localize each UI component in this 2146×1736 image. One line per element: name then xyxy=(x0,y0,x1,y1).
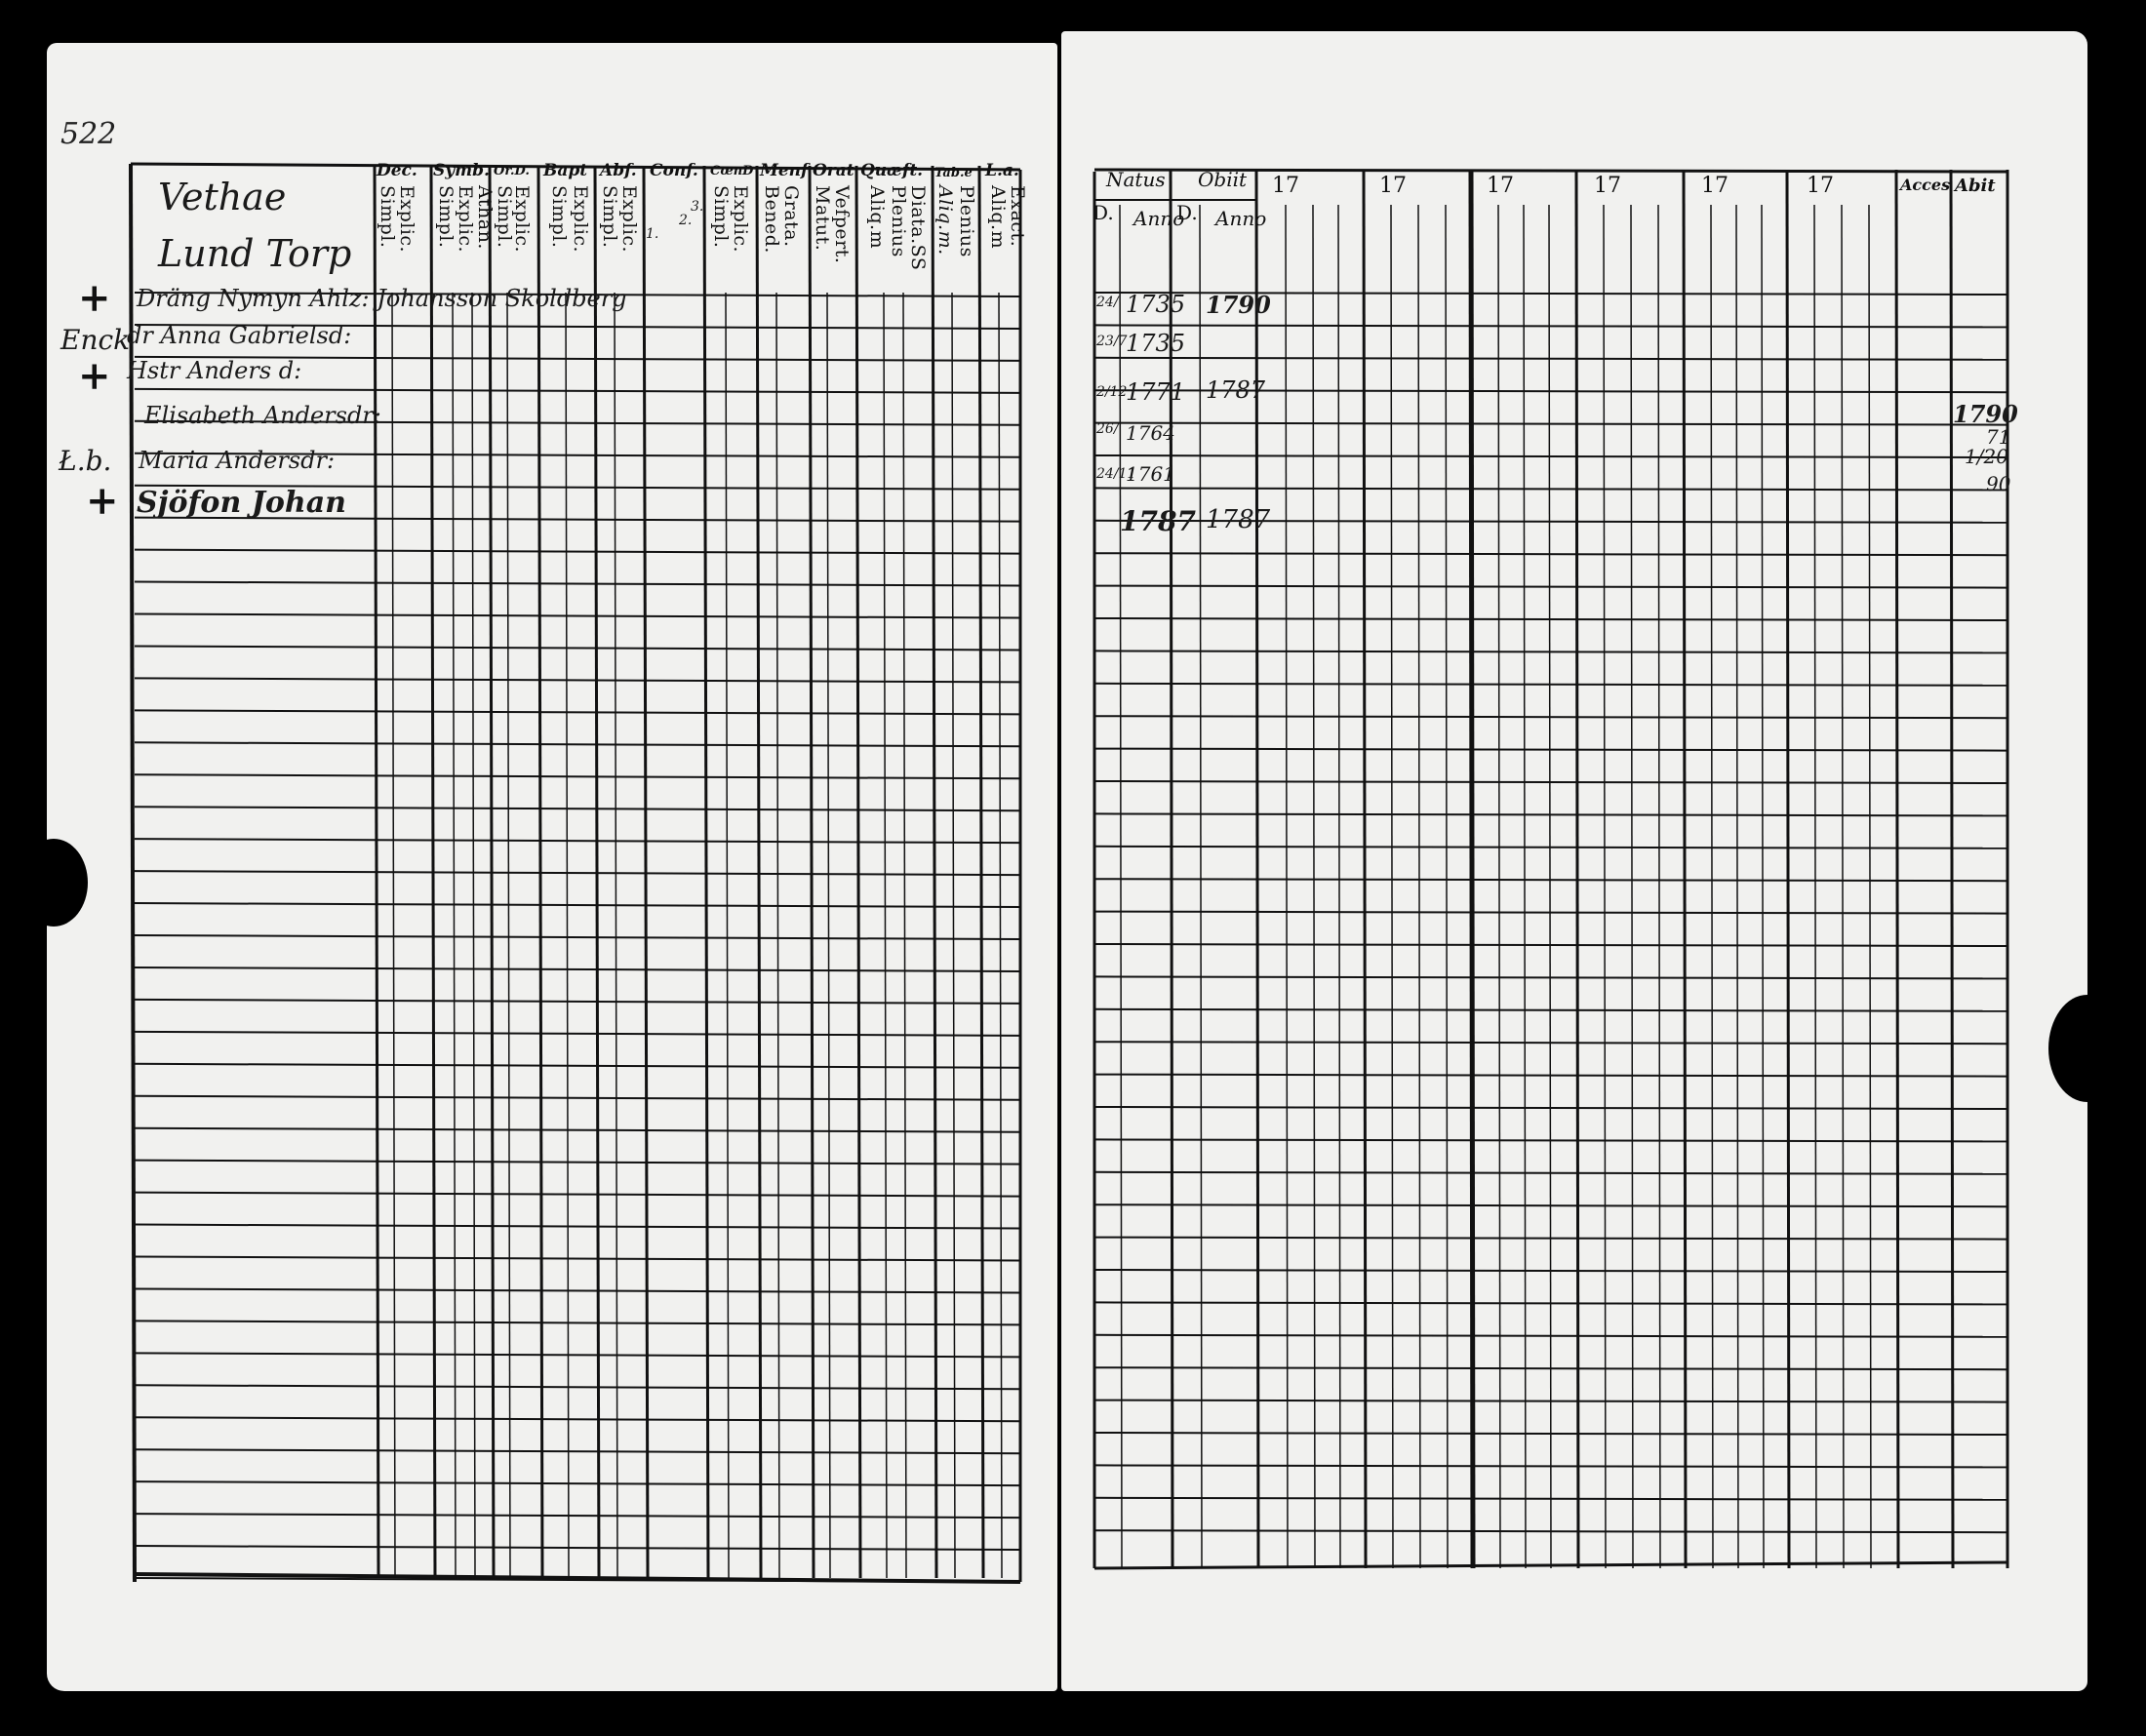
grid-row-line xyxy=(135,1449,1020,1453)
grid-subcolumn-line xyxy=(1762,205,1764,1568)
grid-subcolumn-line xyxy=(776,293,779,1578)
header-conf: Conf. xyxy=(650,161,698,180)
place-heading-line2: Lund Torp xyxy=(158,232,352,275)
sub-abs-simpl: Simpl. xyxy=(599,185,620,249)
sub-symb-explic: Explic. xyxy=(455,185,476,254)
sub-abs-explic: Explic. xyxy=(618,185,640,254)
sub-mens-grata: Grata. xyxy=(780,185,802,248)
birth-day: 24/11 xyxy=(1096,466,1136,482)
grid-row-line xyxy=(1094,781,2007,783)
sub-conf-2: 2. xyxy=(679,213,693,228)
header-abit: Abit xyxy=(1955,176,1996,196)
page-number: 522 xyxy=(60,117,117,151)
grid-row-line xyxy=(135,1546,1020,1550)
grid-row-line xyxy=(135,1514,1020,1518)
grid-row-line xyxy=(135,1257,1020,1261)
header-orat: Orat xyxy=(813,161,854,180)
birth-year: 1761 xyxy=(1126,462,1175,486)
grid-row-line xyxy=(135,1321,1020,1324)
margin-mark-cross: + xyxy=(78,353,111,399)
birth-day: 24/ xyxy=(1096,295,1119,310)
birth-year: 1787 xyxy=(1120,505,1196,537)
header-mens: Menf xyxy=(760,161,809,180)
birth-year: 1735 xyxy=(1126,330,1186,357)
sub-coend-explic: Explic. xyxy=(730,185,751,254)
sub-coend-simpl: Simpl. xyxy=(710,185,732,249)
entry-row: Hstr Anders d: xyxy=(127,357,302,384)
grid-subcolumn-line xyxy=(1338,205,1340,1568)
sub-ord-simpl: Simpl. xyxy=(494,185,515,249)
grid-subcolumn-line xyxy=(1391,205,1393,1568)
grid-row-line xyxy=(135,774,1020,778)
grid-row-line xyxy=(135,678,1020,682)
grid-subcolumn-line xyxy=(1869,205,1871,1568)
grid-subcolumn-line xyxy=(827,293,830,1578)
header-d-natus: D. xyxy=(1093,201,1114,224)
grid-row-line xyxy=(135,1096,1020,1100)
sub-ord-explic: Explic. xyxy=(511,185,533,254)
grid-column-line xyxy=(933,166,936,1578)
header-acces: Acces xyxy=(1900,176,1951,194)
entry-row: Maria Andersdr: xyxy=(139,447,336,474)
grid-subcolumn-line xyxy=(566,293,569,1578)
grid-subcolumn-line xyxy=(1736,205,1738,1568)
grid-row-line xyxy=(135,646,1020,650)
grid-subcolumn-line xyxy=(392,293,395,1578)
abit-note: 1/20 xyxy=(1965,445,2008,468)
grid-row-line xyxy=(1094,618,2007,620)
header-year-17: 17 xyxy=(1272,174,1299,198)
grid-row-line xyxy=(135,1225,1020,1229)
grid-row-line xyxy=(135,550,1020,554)
sub-mens-bened: Bened. xyxy=(761,185,782,254)
grid-row-line xyxy=(135,1385,1020,1389)
margin-mark-cross: + xyxy=(86,478,119,524)
birth-year: 1735 xyxy=(1126,291,1186,318)
grid-row-line xyxy=(1094,586,2007,588)
sub-quaest-plenius: Plenius xyxy=(888,185,909,257)
grid-row-line xyxy=(135,1161,1020,1164)
grid-subcolumn-line xyxy=(1549,205,1551,1568)
grid-subcolumn-line xyxy=(1658,205,1660,1568)
grid-subcolumn-line xyxy=(507,293,510,1578)
grid-column-line xyxy=(1364,170,1366,1568)
place-heading-line1: Vethae xyxy=(158,176,287,218)
header-d-obiit: D. xyxy=(1176,201,1198,224)
grid-column-line xyxy=(856,166,860,1578)
grid-row-line xyxy=(135,614,1020,618)
sub-bapt-simpl: Simpl. xyxy=(548,185,570,249)
header-year-17: 17 xyxy=(1594,174,1621,198)
grid-row-line xyxy=(1094,651,2007,652)
abit-note: 71 xyxy=(1986,425,2011,449)
header-obiit: Obiit xyxy=(1198,168,1248,191)
grid-subcolumn-line xyxy=(884,293,887,1578)
header-symb: Symb. xyxy=(433,161,490,180)
grid-column-line xyxy=(810,166,814,1578)
grid-row-line xyxy=(1094,488,2007,490)
grid-subcolumn-line xyxy=(1313,205,1315,1568)
death-year: 1787 xyxy=(1206,376,1266,404)
entry-row: dr Anna Gabrielsd: xyxy=(127,322,352,349)
grid-row-line xyxy=(135,389,1020,393)
grid-row-line xyxy=(135,1288,1020,1292)
header-anno-natus: Anno xyxy=(1133,207,1185,230)
header-abs: Abf. xyxy=(600,161,637,180)
grid-subcolumn-line xyxy=(999,293,1002,1578)
grid-column-line xyxy=(1787,170,1789,1568)
birth-year: 1764 xyxy=(1126,421,1175,445)
abit-note: 1790 xyxy=(1953,400,2018,428)
grid-subcolumn-line xyxy=(1814,205,1816,1568)
grid-row-line xyxy=(135,1128,1020,1132)
header-natus: Natus xyxy=(1106,168,1166,191)
grid-row-line xyxy=(135,1032,1020,1036)
header-year-17: 17 xyxy=(1807,174,1834,198)
grid-subcolumn-line xyxy=(1711,205,1713,1568)
grid-column-line xyxy=(1684,170,1686,1568)
entry-row: Dräng Nymyn Ahlz: Johansson Skoldberg xyxy=(137,285,627,312)
grid-row-line xyxy=(135,1000,1020,1004)
grid-row-line xyxy=(135,1417,1020,1421)
grid-subcolumn-line xyxy=(1842,205,1844,1568)
margin-mark-enck: Enck xyxy=(60,324,131,356)
sub-conf-1: 1. xyxy=(646,226,659,242)
birth-day: 23/7 xyxy=(1096,334,1128,349)
death-year: 1790 xyxy=(1206,291,1271,319)
grid-column-line xyxy=(1576,170,1578,1568)
header-year-17: 17 xyxy=(1487,174,1514,198)
sub-dec-explic: Explic. xyxy=(396,185,417,254)
grid-row-line xyxy=(1094,455,2007,457)
entry-row: Elisabeth Andersdr: xyxy=(144,402,381,429)
grid-subcolumn-line xyxy=(952,293,955,1578)
grid-row-line xyxy=(135,935,1020,939)
grid-subcolumn-line xyxy=(472,293,475,1578)
grid-column-line xyxy=(1471,170,1473,1568)
entry-row: Sjöfon Johan xyxy=(137,486,346,520)
grid-subcolumn-line xyxy=(1286,205,1288,1568)
grid-row-line xyxy=(1094,684,2007,686)
sub-quaest-aliqm: Aliq.m xyxy=(866,185,888,250)
sub-orat-vespert: Vefpert. xyxy=(831,185,853,264)
grid-row-line xyxy=(1094,553,2007,555)
grid-subcolumn-line xyxy=(1120,205,1122,1568)
grid-row-line xyxy=(135,903,1020,907)
grid-column-line xyxy=(1896,170,1898,1568)
header-la: L.a. xyxy=(985,161,1019,180)
header-tabe: Tab.e xyxy=(934,166,973,180)
grid-row-line xyxy=(135,839,1020,843)
grid-row-line xyxy=(135,967,1020,971)
grid-subcolumn-line xyxy=(1498,205,1500,1568)
birth-year: 1771 xyxy=(1126,378,1186,406)
grid-row-line xyxy=(135,871,1020,875)
grid-column-line xyxy=(595,166,599,1578)
sub-symb-simpl: Simpl. xyxy=(435,185,457,249)
grid-column-line xyxy=(704,166,708,1578)
grid-column-line xyxy=(644,166,648,1578)
margin-mark-cross: + xyxy=(78,275,111,321)
header-quaest: Quæft. xyxy=(860,161,924,180)
grid-column-line xyxy=(757,166,761,1578)
grid-row-line xyxy=(135,710,1020,714)
grid-subcolumn-line xyxy=(726,293,729,1578)
grid-row-line xyxy=(135,582,1020,586)
grid-row-line xyxy=(1094,749,2007,751)
sub-bapt-explic: Explic. xyxy=(570,185,591,254)
grid-row-line xyxy=(1094,423,2007,425)
birth-day: 2/12 xyxy=(1096,384,1128,400)
abit-note: 90 xyxy=(1986,472,2011,495)
sub-la-aliqm: Aliq.m xyxy=(987,185,1009,250)
grid-row-line xyxy=(135,742,1020,746)
grid-row-line xyxy=(1094,325,2007,327)
header-dec: Dec. xyxy=(377,161,417,180)
grid-subcolumn-line xyxy=(1631,205,1633,1568)
birth-day: 26/ xyxy=(1096,421,1119,437)
grid-subcolumn-line xyxy=(453,293,456,1578)
grid-row-line xyxy=(135,1193,1020,1197)
sub-conf-3: 3. xyxy=(691,199,704,215)
header-coend: CœnD xyxy=(710,164,754,178)
header-ord: Or.D. xyxy=(494,164,530,178)
grid-row-line xyxy=(135,1353,1020,1357)
grid-column-line xyxy=(979,166,983,1578)
sub-la-exact: Exact. xyxy=(1007,185,1028,248)
grid-subcolumn-line xyxy=(615,293,617,1578)
grid-row-line xyxy=(135,1064,1020,1068)
sub-dec-simpl: Simpl. xyxy=(377,185,398,249)
grid-row-line xyxy=(135,807,1020,810)
grid-subcolumn-line xyxy=(903,293,906,1578)
margin-mark-lb: Ł.b. xyxy=(59,445,112,477)
grid-row-line xyxy=(1094,358,2007,360)
grid-subcolumn-line xyxy=(1200,205,1202,1568)
header-anno-obiit: Anno xyxy=(1215,207,1267,230)
sub-orat-matut: Matut. xyxy=(812,185,833,252)
grid-subcolumn-line xyxy=(1524,205,1526,1568)
header-year-17: 17 xyxy=(1379,174,1407,198)
header-year-17: 17 xyxy=(1701,174,1729,198)
grid-row-line xyxy=(1094,716,2007,718)
grid-row-line xyxy=(135,1481,1020,1485)
sub-quaest-diata: Diata.SS xyxy=(907,185,929,271)
sub-tabe-aliqm: Aliq.m. xyxy=(934,185,956,256)
grid-subcolumn-line xyxy=(1418,205,1420,1568)
grid-subcolumn-line xyxy=(1446,205,1448,1568)
grid-subcolumn-line xyxy=(1604,205,1606,1568)
sub-tabe-plenius: Plenius xyxy=(956,185,977,257)
death-year: 1787 xyxy=(1206,505,1271,534)
header-bapt: Bapt xyxy=(543,161,588,180)
sub-symb-athan: Athan. xyxy=(474,185,496,250)
grid-column-line xyxy=(1951,170,1953,1568)
